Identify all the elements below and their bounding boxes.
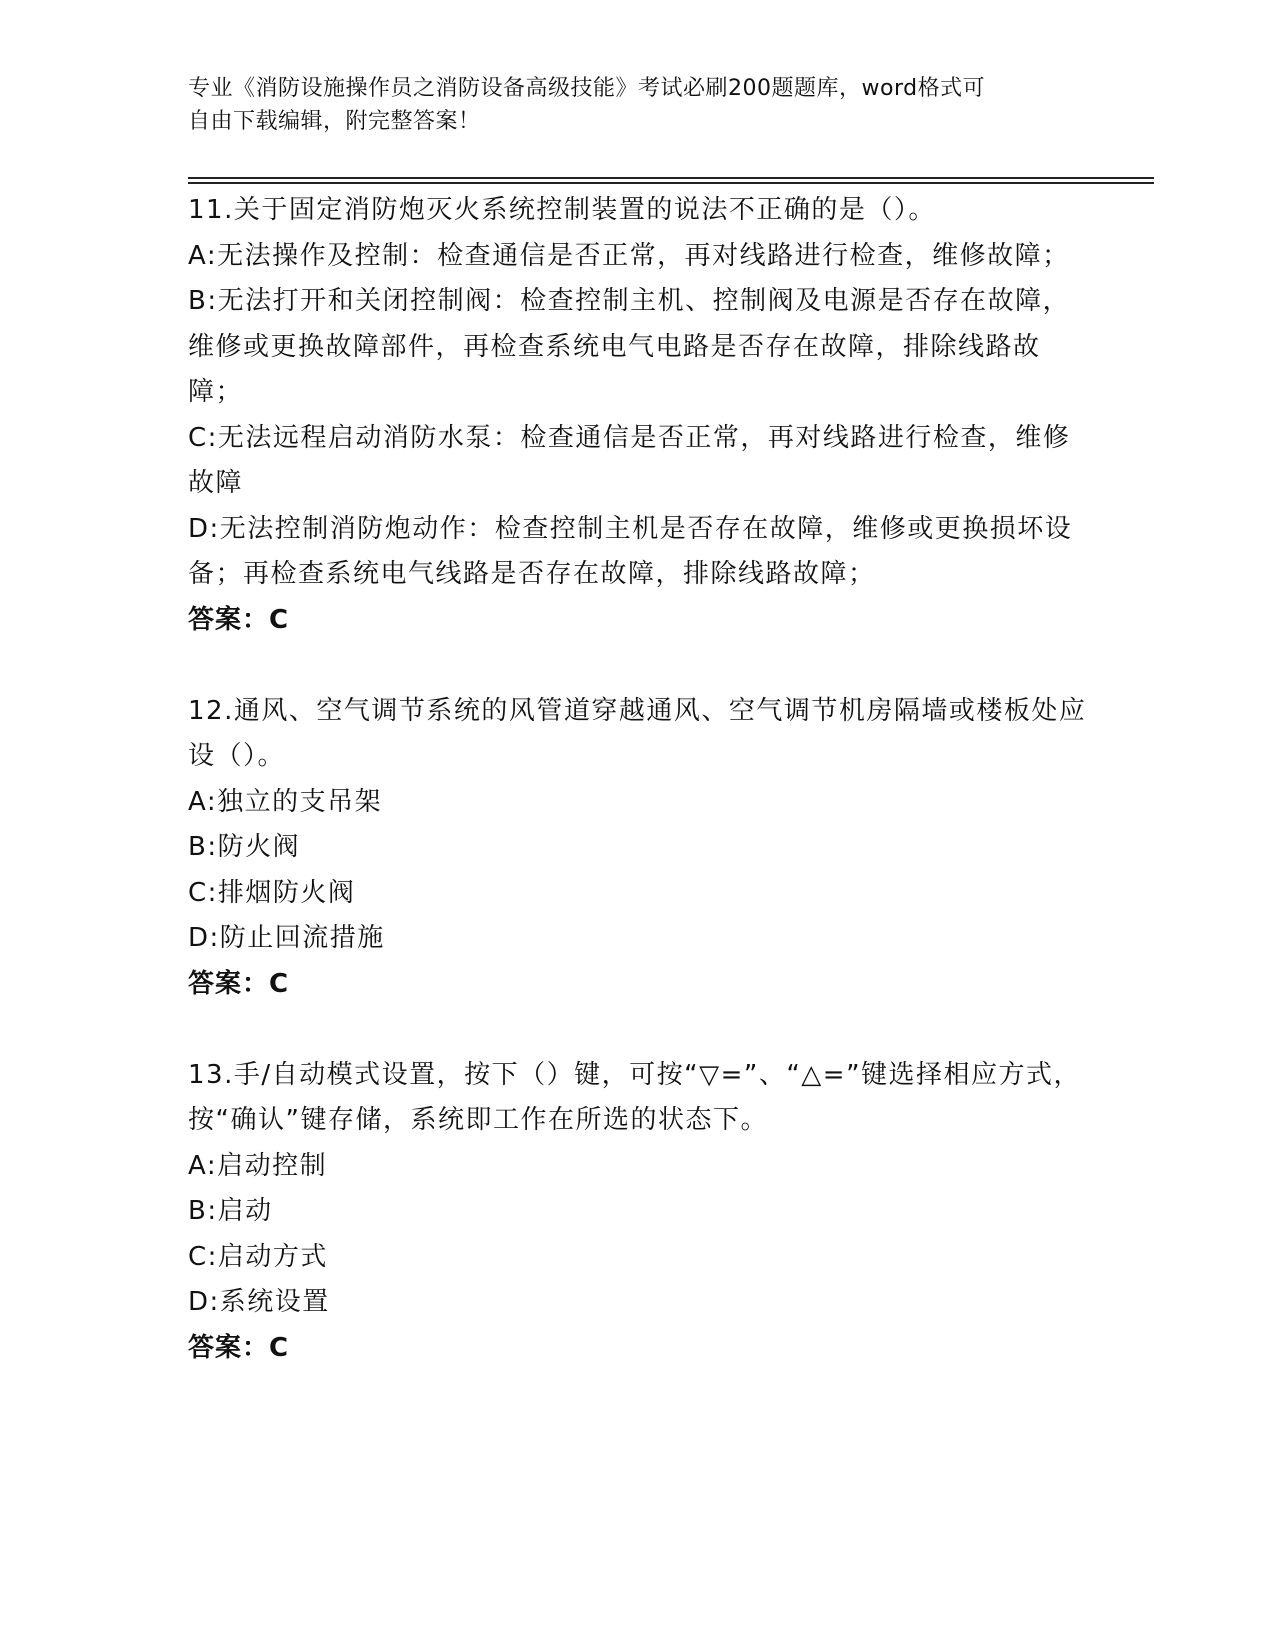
question-spacer — [188, 1007, 1088, 1053]
question-11 — [188, 188, 1088, 643]
question-list — [188, 188, 1088, 1371]
option-b: B:防火阀 — [188, 832, 301, 862]
question-spacer — [188, 643, 1088, 689]
header-divider-bottom — [188, 182, 1154, 184]
option-d: D:防止回流措施 — [188, 923, 385, 953]
option-c: C:无法远程启动消防水泵：检查通信是否正常，再对线路进行检查，维修故障 — [188, 422, 1071, 498]
option-b: B:启动 — [188, 1196, 273, 1226]
header-line-1: 专业《消防设施操作员之消防设备高级技能》考试必刷200题题库，word格式可 — [188, 76, 986, 101]
question-13 — [188, 1053, 1088, 1372]
document-header — [188, 72, 1068, 138]
answer: 答案：C — [188, 968, 290, 999]
question-stem: 11.关于固定消防炮灭火系统控制装置的说法不正确的是（）。 — [188, 195, 936, 225]
option-a: A:启动控制 — [188, 1150, 328, 1181]
option-c: C:排烟防火阀 — [188, 877, 356, 908]
option-c: C:启动方式 — [188, 1241, 328, 1272]
option-b: B:无法打开和关闭控制阀：检查控制主机、控制阀及电源是否存在故障，维修或更换故障部件，再检查系统电气电路是否存在故障，排除线路故障； — [188, 286, 1071, 407]
option-d: D:系统设置 — [188, 1287, 330, 1317]
header-divider-top — [188, 177, 1154, 179]
question-stem: 12.通风、空气调节系统的风管道穿越通风、空气调节机房隔墙或楼板处应设（）。 — [188, 695, 1087, 771]
answer: 答案：C — [188, 1332, 290, 1363]
option-d: D:无法控制消防炮动作：检查控制主机是否存在故障，维修或更换损坏设备；再检查系统电气线路是否存在故障，排除线路故障； — [188, 513, 1073, 589]
option-a: A:无法操作及控制：检查通信是否正常，再对线路进行检查，维修故障； — [188, 240, 1070, 271]
header-line-2: 自由下载编辑，附完整答案！ — [188, 109, 481, 134]
question-12 — [188, 689, 1088, 1008]
answer: 答案：C — [188, 604, 290, 635]
option-a: A:独立的支吊架 — [188, 786, 383, 817]
question-stem: 13.手/自动模式设置，按下（）键，可按“▽=”、“△=”键选择相应方式，按“确认”键存储，系统即工作在所选的状态下。 — [188, 1059, 1082, 1135]
